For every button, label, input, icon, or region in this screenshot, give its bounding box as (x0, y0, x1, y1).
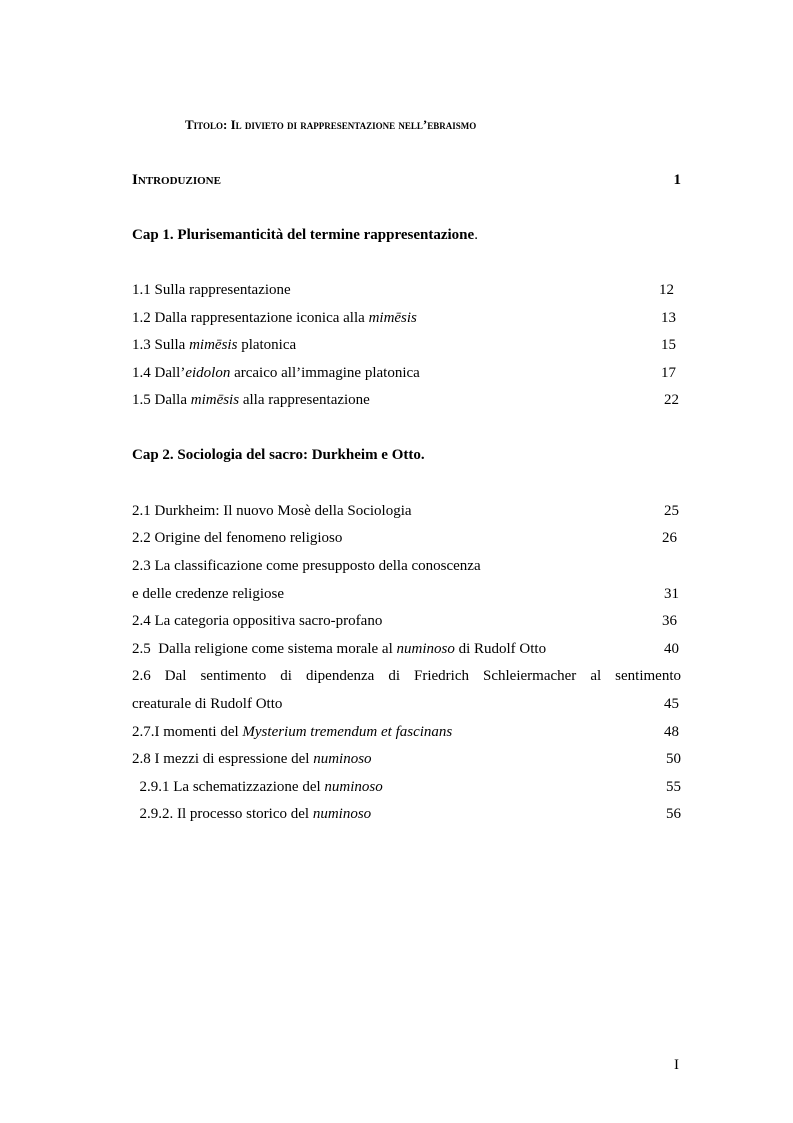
title-text: Il divieto di rappresentazione nell’ebraismo (230, 117, 477, 132)
chapter-1-title: Cap 1. Plurisemanticità del termine rappresentazione (132, 227, 475, 243)
toc-page: 17 (661, 365, 676, 381)
chapter-1-title-end: . (474, 227, 478, 243)
toc-page: 55 (666, 779, 681, 795)
toc-page: 25 (664, 503, 679, 519)
title-prefix: Titolo: (185, 117, 228, 132)
toc-page: 56 (666, 806, 681, 822)
toc-page: 36 (662, 613, 677, 629)
document-title (185, 117, 476, 133)
toc-page: 40 (664, 641, 679, 657)
page-number: I (674, 1057, 679, 1073)
toc-intro-page: 1 (673, 172, 681, 188)
toc-page: 26 (662, 530, 677, 546)
toc-page: 12 (659, 282, 674, 298)
toc-page: 31 (664, 586, 679, 602)
chapter-2-title: Cap 2. Sociologia del sacro: Durkheim e Otto. (132, 447, 425, 463)
toc-entry-long: 2.6 Dal sentimento di dipendenza di Friedrich Schleiermacher al sentimento (132, 668, 681, 684)
toc-page: 15 (661, 337, 676, 353)
toc-page: 50 (666, 751, 681, 767)
toc-page: 48 (664, 724, 679, 740)
document-page: Titolo: Il divieto di rappresentazione nell’ebraismo Introduzione 1 Cap 1. Plurisemanticità del termine rappresentazione. 1.1 Sulla rappresentazione 12 1.2 Dalla rappresentazione iconica alla mimēsis 13 1.3 Sulla mimēsis platonica 15 1.4 Dall’eidolon arcaico all’immagine platonica 17 1.5 Dalla mimēsis alla rappresentazione 22 Cap 2. Sociologia del sacro: Durkheim e Otto. 2.1 Durkheim: Il nuovo Mosè della Sociologia 25 2.2 Origine del fenomeno religioso 26 2.3 La classificazione come presupposto della conoscenza e delle credenze religiose 31 2.4 La categoria oppositiva sacro-profano 36 2.5 Dalla religione come sistema morale al numinoso di Rudolf Otto 40 2.6 Dal sentimento di dipendenza di Friedrich Schleiermacher al sentimento creaturale di Rudolf Otto 45 2.7.I momenti del Mysterium tremendum et fascinans 48 2.8 I mezzi di espressione del numinoso 50 2.9.1 La schematizzazione del numinoso 55 2.9.2. Il processo storico del numinoso 56 I (132, 117, 681, 1073)
toc-page: 22 (664, 392, 679, 408)
toc-intro-label: Introduzione (132, 172, 221, 188)
toc-page: 45 (664, 696, 679, 712)
toc-page: 13 (661, 310, 676, 326)
